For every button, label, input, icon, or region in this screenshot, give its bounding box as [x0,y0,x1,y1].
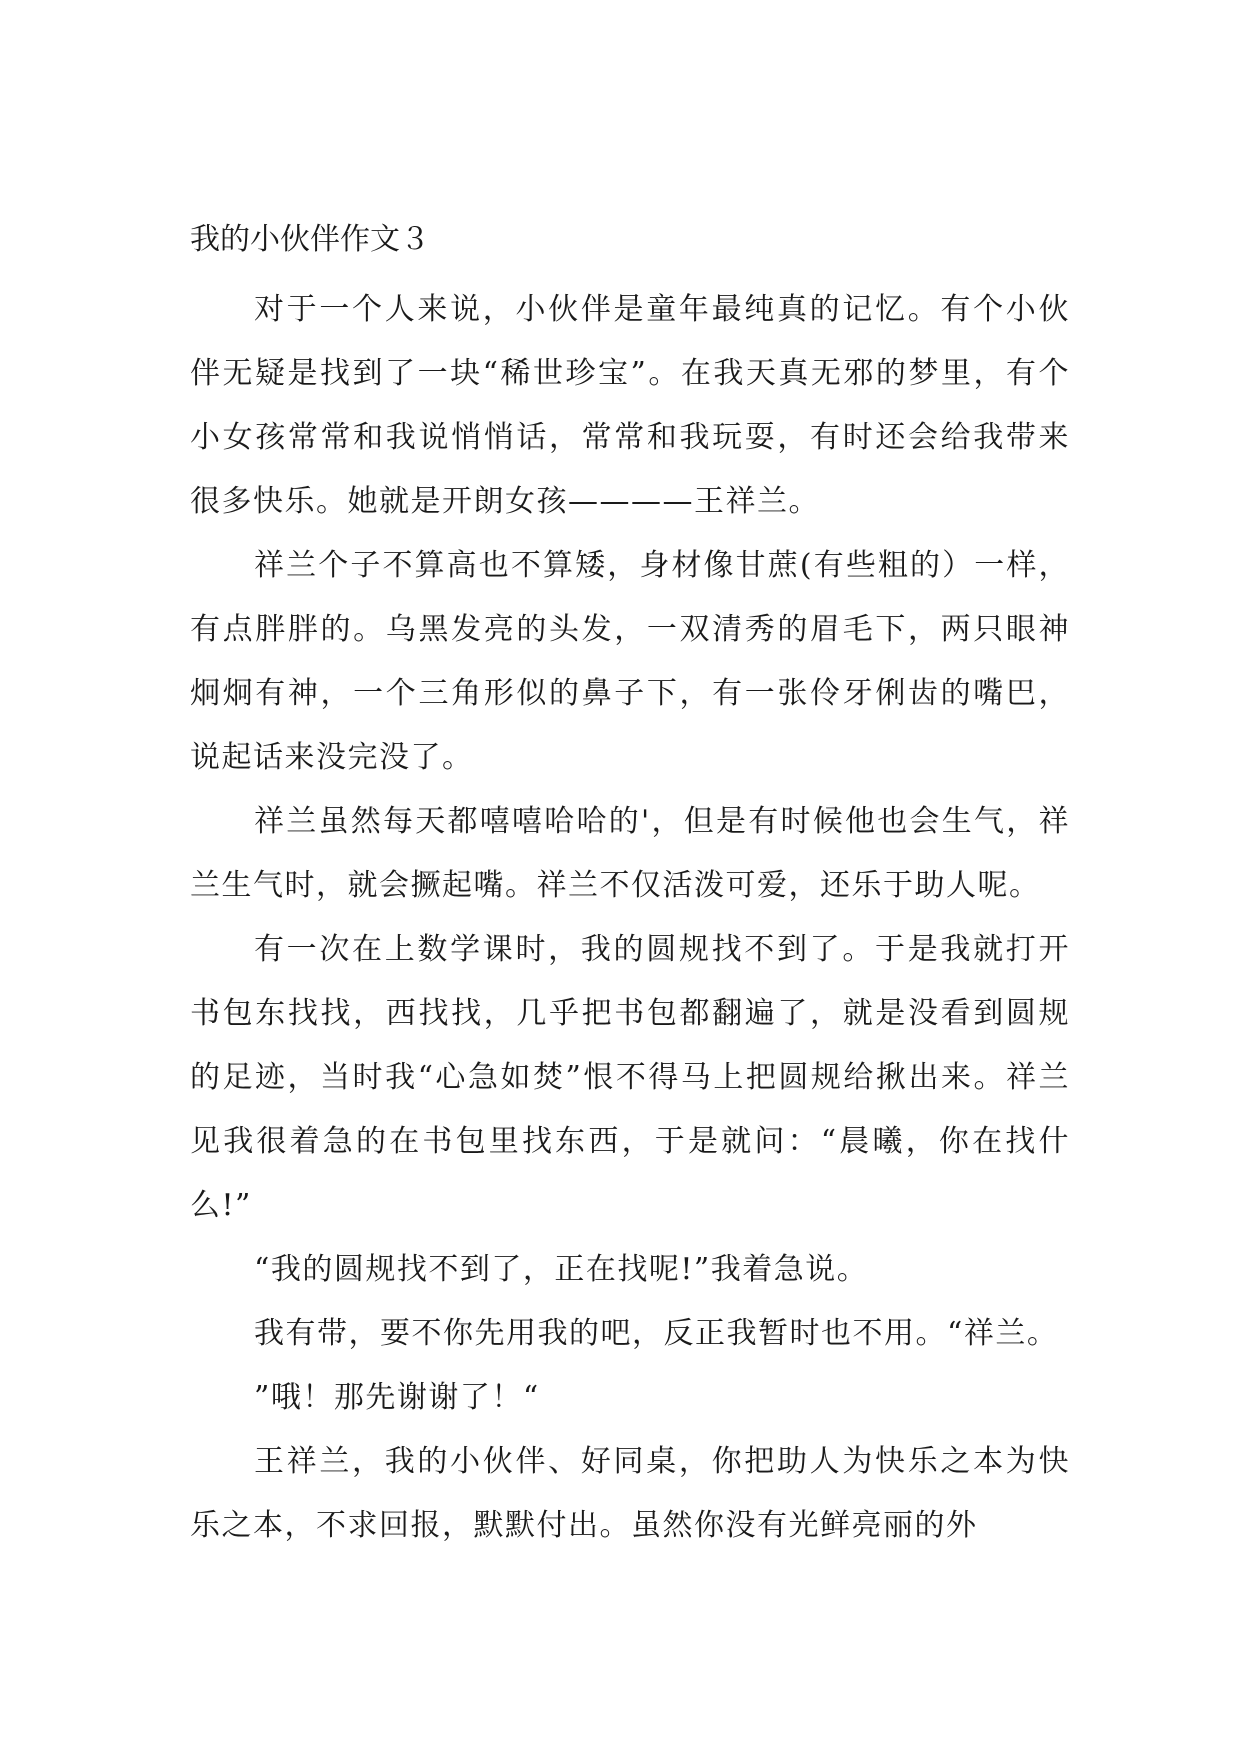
paragraph-1: 对于一个人来说，小伙伴是童年最纯真的记忆。有个小伙伴无疑是找到了一块“稀世珍宝”。在我天真无邪的梦里，有个小女孩常常和我说悄悄话，常常和我玩耍，有时还会给我带来很多快乐。她就是开朗女孩————王祥兰。 [190,292,1070,519]
paragraph-2: 祥兰个子不算高也不算矮，身材像甘蔗(有些粗的）一样，有点胖胖的。乌黑发亮的头发，一双清秀的眉毛下，两只眼神炯炯有神，一个三角形似的鼻子下，有一张伶牙俐齿的嘴巴，说起话来没完没了。 [190,548,1070,775]
document-title: 我的小伙伴作文３ [190,222,430,257]
paragraph-5: “我的圆规找不到了，正在找呢!”我着急说。 [254,1252,869,1287]
paragraph-4: 有一次在上数学课时，我的圆规找不到了。于是我就打开书包东找找，西找找，几乎把书包都翻遍了，就是没看到圆规的足迹，当时我“心急如焚”恨不得马上把圆规给揪出来。祥兰见我很着急的在书包里找东西，于是就问：“晨曦，你在找什么!” [190,932,1070,1223]
paragraph-6: 我有带，要不你先用我的吧，反正我暂时也不用。“祥兰。 [254,1316,1059,1351]
paragraph-7: ”哦！那先谢谢了！“ [254,1380,540,1415]
paragraph-3: 祥兰虽然每天都嘻嘻哈哈的'，但是有时候他也会生气，祥兰生气时，就会撅起嘴。祥兰不仅活泼可爱，还乐于助人呢。 [190,804,1070,903]
paragraph-8: 王祥兰，我的小伙伴、好同桌，你把助人为快乐之本为快乐之本，不求回报，默默付出。虽然你没有光鲜亮丽的外 [190,1444,1070,1543]
document-body [190,218,1070,1558]
